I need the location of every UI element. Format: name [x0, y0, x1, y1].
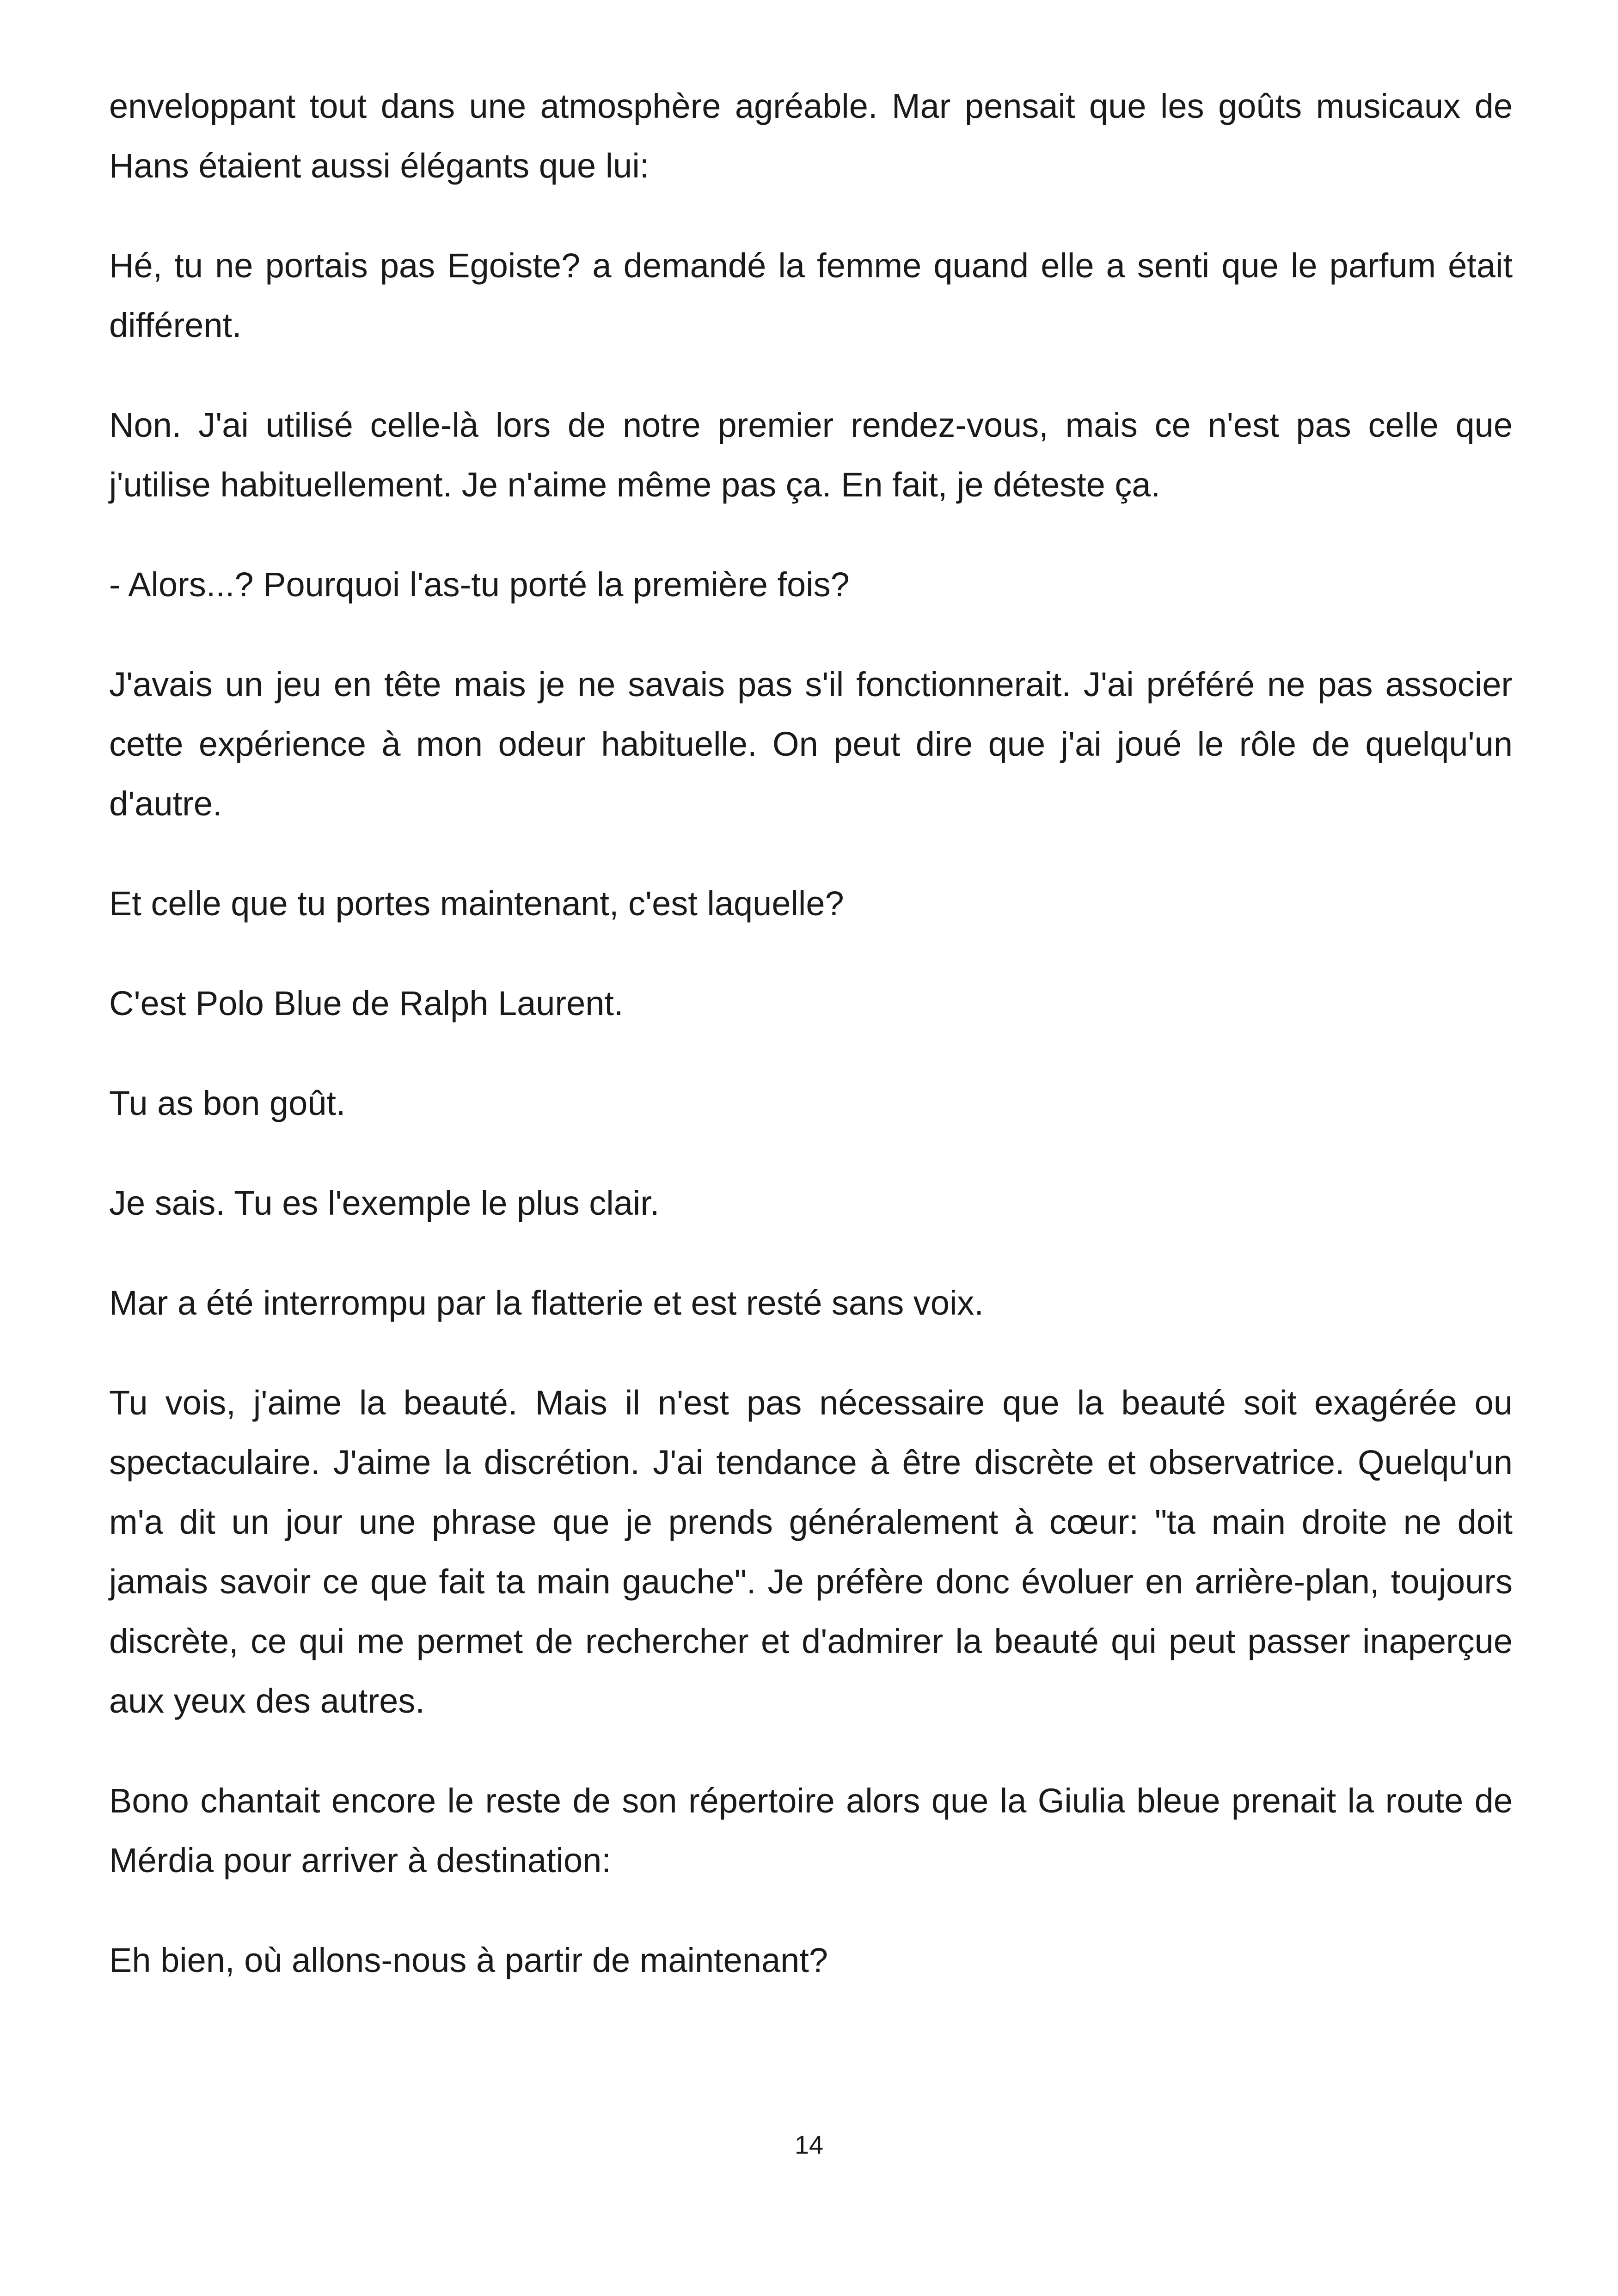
paragraph: Tu vois, j'aime la beauté. Mais il n'est pas nécessaire que la beauté soit exagérée ou spectaculaire. J'aime la discrétion. J'ai tendance à être discrète et observatrice. Quelqu'un m'a dit un jour une phrase que je prends généralement à cœur: "ta main droite ne doit jamais savoir ce que fait ta main gauche". Je préfère donc évoluer en arrière-plan, toujours discrète, ce qui me permet de rechercher et d'admirer la beauté qui peut passer inaperçue aux yeux des autres.	[109, 1384, 1513, 1720]
paragraph: Bono chantait encore le reste de son répertoire alors que la Giulia bleue prenait la route de Mérdia pour arriver à destination:	[109, 1782, 1513, 1880]
paragraph: J'avais un jeu en tête mais je ne savais pas s'il fonctionnerait. J'ai préféré ne pas associer cette expérience à mon odeur habituelle. On peut dire que j'ai joué le rôle de quelqu'un d'autre.	[109, 665, 1513, 823]
body-text	[109, 76, 1513, 2030]
paragraph: - Alors...? Pourquoi l'as-tu porté la première fois?	[109, 565, 850, 604]
paragraph: Non. J'ai utilisé celle-là lors de notre premier rendez-vous, mais ce n'est pas celle que j'utilise habituellement. Je n'aime même pas ça. En fait, je déteste ça.	[109, 406, 1513, 504]
paragraph: Je sais. Tu es l'exemple le plus clair.	[109, 1184, 660, 1222]
paragraph: C'est Polo Blue de Ralph Laurent.	[109, 984, 624, 1022]
page-number: 14	[794, 2130, 824, 2159]
paragraph: enveloppant tout dans une atmosphère agréable. Mar pensait que les goûts musicaux de Hans étaient aussi élégants que lui:	[109, 87, 1513, 185]
paragraph: Tu as bon goût.	[109, 1084, 346, 1122]
paragraph: Hé, tu ne portais pas Egoiste? a demandé la femme quand elle a senti que le parfum était différent.	[109, 246, 1513, 344]
paragraph: Et celle que tu portes maintenant, c'est laquelle?	[109, 884, 844, 923]
paragraph: Mar a été interrompu par la flatterie et est resté sans voix.	[109, 1284, 984, 1322]
paragraph: Eh bien, où allons-nous à partir de maintenant?	[109, 1941, 828, 1979]
